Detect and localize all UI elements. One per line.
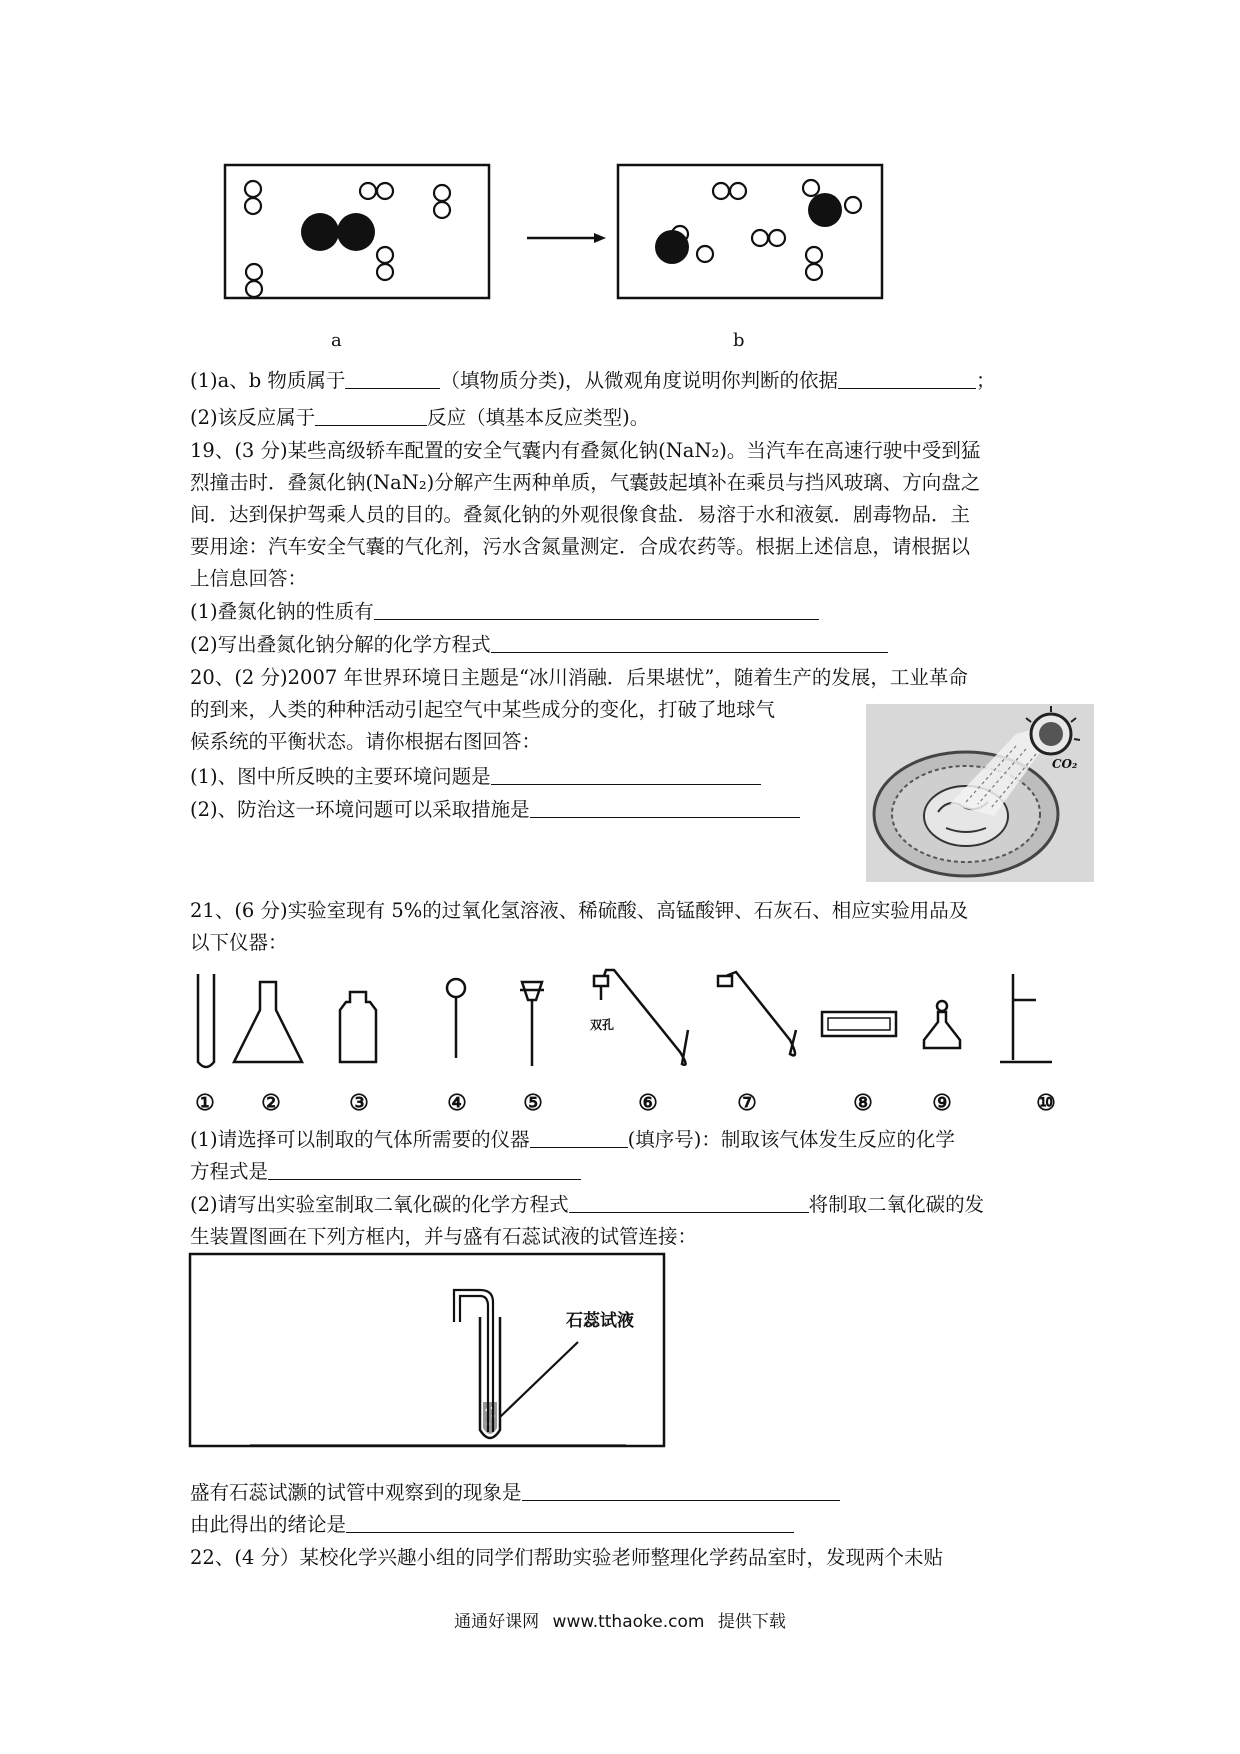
instrument-number: ⑧ bbox=[853, 1090, 873, 1116]
water-trough-icon bbox=[822, 1012, 896, 1036]
answer-blank[interactable] bbox=[345, 368, 440, 389]
q20-line-2: 的到来，人类的种种活动引起空气中某些成分的变化，打破了地球气 bbox=[190, 698, 776, 721]
instrument-number: ⑥ bbox=[638, 1090, 658, 1116]
q21-conclusion: 由此得出的绪论是 bbox=[190, 1510, 794, 1540]
instrument-number: ② bbox=[261, 1090, 281, 1116]
greenhouse-figure bbox=[866, 704, 1096, 884]
answer-blank[interactable] bbox=[569, 1192, 809, 1213]
stopper-tube-icon bbox=[601, 970, 688, 1065]
iron-stand-icon bbox=[1000, 974, 1052, 1062]
alcohol-lamp-icon bbox=[924, 1012, 960, 1048]
q21-sub1: (1)请选择可以制取的气体所需要的仪器 (填序号)：制取该气体发生反应的化学 bbox=[190, 1128, 955, 1151]
reaction-diagram bbox=[0, 0, 1240, 320]
q19-line-3: 间．达到保护驾乘人员的目的。叠氮化钠的外观很像食盐．易溶于水和液氨．剧毒物品．主 bbox=[190, 503, 971, 526]
q20-line-3: 候系统的平衡状态。请你根据右图回答： bbox=[190, 730, 542, 753]
q19-sub1: (1)叠氮化钠的性质有 bbox=[190, 597, 819, 627]
q18-sub1: (1)a、b 物质属于 （填物质分类)，从微观角度说明你判断的依据 ； bbox=[190, 369, 996, 392]
q21-sub1-line2: 方程式是 bbox=[190, 1157, 581, 1187]
co2-label: CO₂ bbox=[1052, 757, 1078, 771]
box-b bbox=[618, 165, 882, 298]
bent-tube-icon bbox=[726, 972, 796, 1055]
instrument-number: ④ bbox=[447, 1090, 467, 1116]
footer bbox=[0, 1607, 1240, 1632]
q21-line-2: 以下仪器： bbox=[190, 931, 288, 954]
q19-line-4: 要用途：汽车安全气囊的气化剂，污水含氮量测定．合成农药等。根据上述信息，请根据以 bbox=[190, 535, 971, 558]
drawing-box[interactable] bbox=[188, 1252, 668, 1452]
footer-suffix: 提供下载 bbox=[717, 1612, 786, 1632]
gas-bottle-icon bbox=[340, 992, 376, 1062]
answer-blank[interactable] bbox=[268, 1159, 581, 1180]
answer-blank[interactable] bbox=[530, 797, 800, 818]
q21-sub2: (2)请写出实验室制取二氧化碳的化学方程式 将制取二氧化碳的发 bbox=[190, 1193, 985, 1216]
q20-sub2: (2)、防治这一环境问题可以采取措施是 bbox=[190, 795, 800, 825]
answer-blank[interactable] bbox=[346, 1512, 794, 1533]
instrument-number: ⑤ bbox=[523, 1090, 543, 1116]
q18-sub2: (2)该反应属于 反应（填基本反应类型)。 bbox=[190, 406, 650, 429]
answer-blank[interactable] bbox=[530, 1127, 628, 1148]
label-a: a bbox=[331, 330, 342, 351]
q21-observe: 盛有石蕊试灏的试管中观察到的现象是 bbox=[190, 1478, 840, 1508]
q19-sub2: (2)写出叠氮化钠分解的化学方程式 bbox=[190, 630, 888, 660]
instrument-number: ⑦ bbox=[737, 1090, 757, 1116]
answer-blank[interactable] bbox=[491, 632, 888, 653]
label-b: b bbox=[733, 330, 745, 351]
instrument-number: ⑨ bbox=[932, 1090, 952, 1116]
q20-line-1: 20、(2 分)2007 年世界环境日主题是“冰川消融．后果堪忧”，随着生产的发展，工业革命 bbox=[190, 666, 968, 689]
test-tube-icon bbox=[198, 974, 214, 1067]
answer-blank[interactable] bbox=[838, 368, 976, 389]
instruments-row bbox=[0, 970, 1240, 1070]
footer-url[interactable]: www.tthaoke.com bbox=[552, 1612, 705, 1632]
footer-site-name: 通通好课网 bbox=[454, 1612, 540, 1632]
q22-line-1: 22、(4 分）某校化学兴趣小组的同学们帮助实验老师整理化学药品室时，发现两个未贴 bbox=[190, 1546, 944, 1569]
q20-sub1: (1)、图中所反映的主要环境问题是 bbox=[190, 762, 761, 792]
q19-line-1: 19、(3 分)某些高级轿车配置的安全气囊内有叠氮化钠(NaN₂)。当汽车在高速行驶中受到猛 bbox=[190, 439, 981, 462]
q21-sub2-line2: 生装置图画在下列方框内，并与盛有石蕊试液的试管连接： bbox=[190, 1225, 698, 1248]
answer-blank[interactable] bbox=[522, 1480, 840, 1501]
litmus-label: 石蕊试液 bbox=[566, 1311, 634, 1331]
double-hole-label: 双孔 bbox=[590, 1018, 615, 1032]
q19-line-5: 上信息回答： bbox=[190, 567, 308, 590]
answer-blank[interactable] bbox=[374, 599, 819, 620]
answer-blank[interactable] bbox=[491, 764, 761, 785]
q19-line-2: 烈撞击时．叠氮化钠(NaN₂)分解产生两种单质，气囊鼓起填补在乘员与挡风玻璃、方向盘之 bbox=[190, 471, 981, 494]
answer-blank[interactable] bbox=[315, 405, 427, 426]
conical-flask-icon bbox=[234, 982, 302, 1062]
instrument-number: ③ bbox=[349, 1090, 369, 1116]
q21-line-1: 21、(6 分)实验室现有 5%的过氧化氢溶液、稀硫酸、高锰酸钾、石灰石、相应实验用品及 bbox=[190, 899, 969, 922]
instrument-number: ⑩ bbox=[1036, 1090, 1056, 1116]
instrument-number: ① bbox=[195, 1090, 215, 1116]
